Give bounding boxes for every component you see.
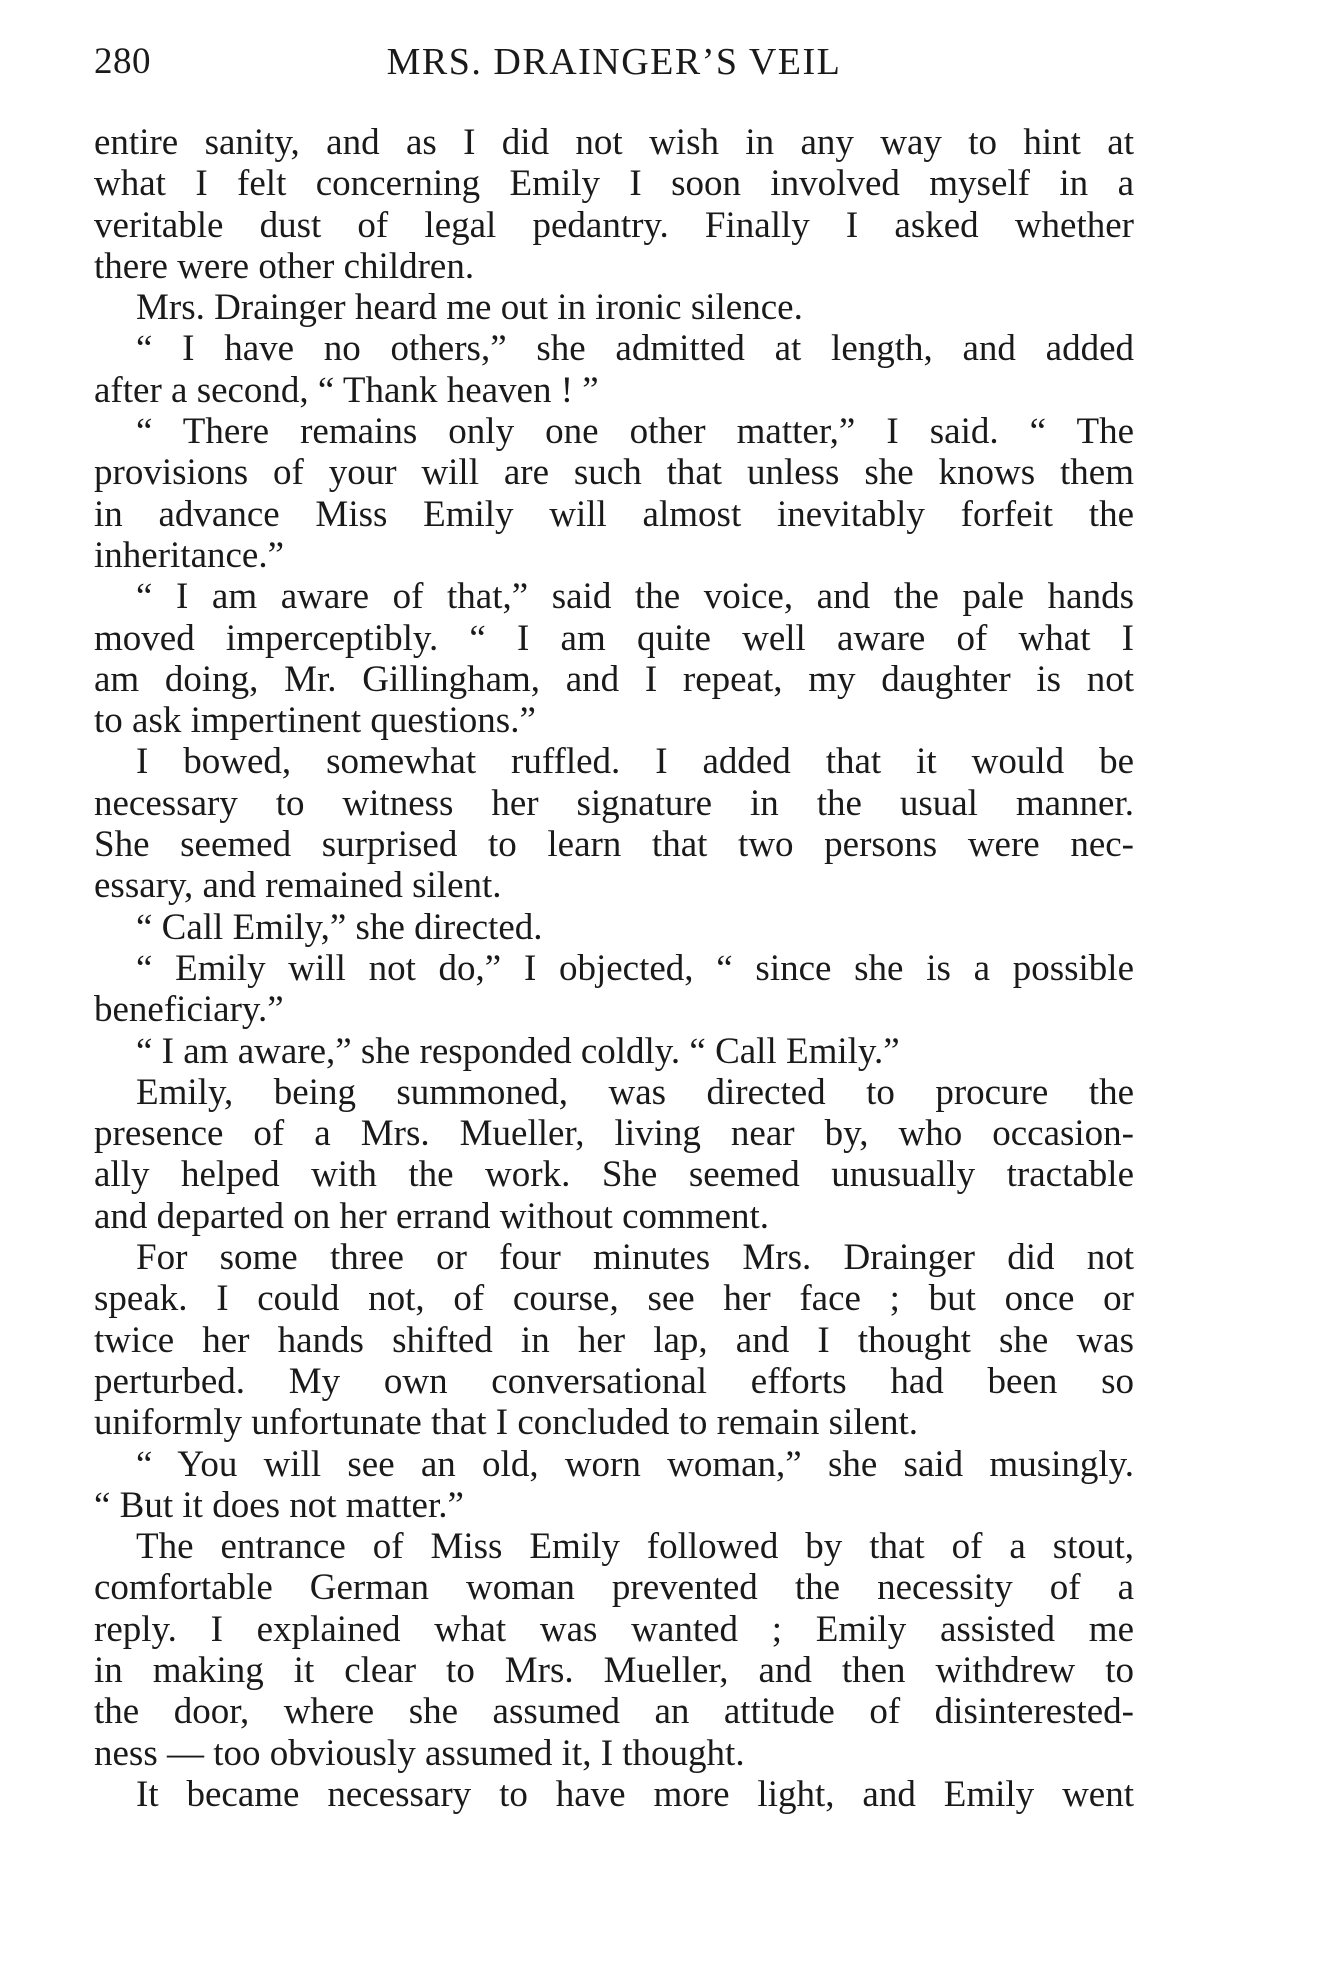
text-line: “ But it does not matter.”: [94, 1484, 464, 1526]
text-line: what I felt concerning Emily I soon involved myself in a: [94, 163, 1134, 205]
body-text: [94, 122, 1134, 1815]
text-line: She seemed surprised to learn that two persons were nec-: [94, 824, 1134, 866]
text-line: “ You will see an old, worn woman,” she said musingly.: [136, 1443, 1134, 1485]
text-line: It became necessary to have more light, and Emily went: [136, 1773, 1134, 1815]
text-line: I bowed, somewhat ruffled. I added that it would be: [136, 741, 1134, 783]
text-line: speak. I could not, of course, see her face ; but once or: [94, 1278, 1134, 1320]
text-line: Emily, being summoned, was directed to procure the: [136, 1071, 1134, 1113]
text-line: presence of a Mrs. Mueller, living near by, who occasion-: [94, 1113, 1134, 1155]
text-line: For some three or four minutes Mrs. Drainger did not: [136, 1237, 1134, 1279]
text-line: The entrance of Miss Emily followed by that of a stout,: [136, 1526, 1134, 1568]
text-line: “ I am aware,” she responded coldly. “ Call Emily.”: [136, 1030, 900, 1072]
page-header: [94, 40, 1134, 90]
text-line: necessary to witness her signature in the usual manner.: [94, 782, 1134, 824]
text-line: beneficiary.”: [94, 989, 284, 1031]
text-line: am doing, Mr. Gillingham, and I repeat, my daughter is not: [94, 658, 1134, 700]
text-line: there were other children.: [94, 245, 475, 287]
text-line: in advance Miss Emily will almost inevitably forfeit the: [94, 493, 1134, 535]
running-title: MRS. DRAINGER’S VEIL: [386, 41, 842, 83]
text-line: comfortable German woman prevented the necessity of a: [94, 1567, 1134, 1609]
text-line: the door, where she assumed an attitude of disinterested-: [94, 1691, 1134, 1733]
text-line: provisions of your will are such that unless she knows them: [94, 452, 1134, 494]
text-line: ally helped with the work. She seemed unusually tractable: [94, 1154, 1134, 1196]
text-line: “ I am aware of that,” said the voice, and the pale hands: [136, 576, 1134, 618]
text-line: uniformly unfortunate that I concluded to remain silent.: [94, 1402, 919, 1444]
text-line: twice her hands shifted in her lap, and I thought she was: [94, 1319, 1134, 1361]
text-line: “ Call Emily,” she directed.: [136, 906, 543, 948]
text-line: “ Emily will not do,” I objected, “ since she is a possible: [136, 947, 1134, 989]
text-line: veritable dust of legal pedantry. Finally I asked whether: [94, 204, 1134, 246]
text-line: entire sanity, and as I did not wish in any way to hint at: [94, 122, 1134, 163]
text-line: and departed on her errand without comment.: [94, 1195, 770, 1237]
text-line: “ There remains only one other matter,” I said. “ The: [136, 411, 1134, 453]
text-line: Mrs. Drainger heard me out in ironic silence.: [136, 287, 803, 329]
text-line: to ask impertinent questions.”: [94, 700, 536, 742]
text-line: moved imperceptibly. “ I am quite well aware of what I: [94, 617, 1134, 659]
text-line: inheritance.”: [94, 534, 285, 576]
text-line: ness — too obviously assumed it, I thought.: [94, 1732, 745, 1774]
text-line: after a second, “ Thank heaven ! ”: [94, 369, 599, 411]
text-line: “ I have no others,” she admitted at length, and added: [136, 328, 1134, 370]
text-line: reply. I explained what was wanted ; Emily assisted me: [94, 1608, 1134, 1650]
page-number: 280: [94, 41, 151, 82]
text-line: in making it clear to Mrs. Mueller, and then withdrew to: [94, 1649, 1134, 1691]
text-line: perturbed. My own conversational efforts had been so: [94, 1360, 1134, 1402]
text-line: essary, and remained silent.: [94, 865, 502, 907]
